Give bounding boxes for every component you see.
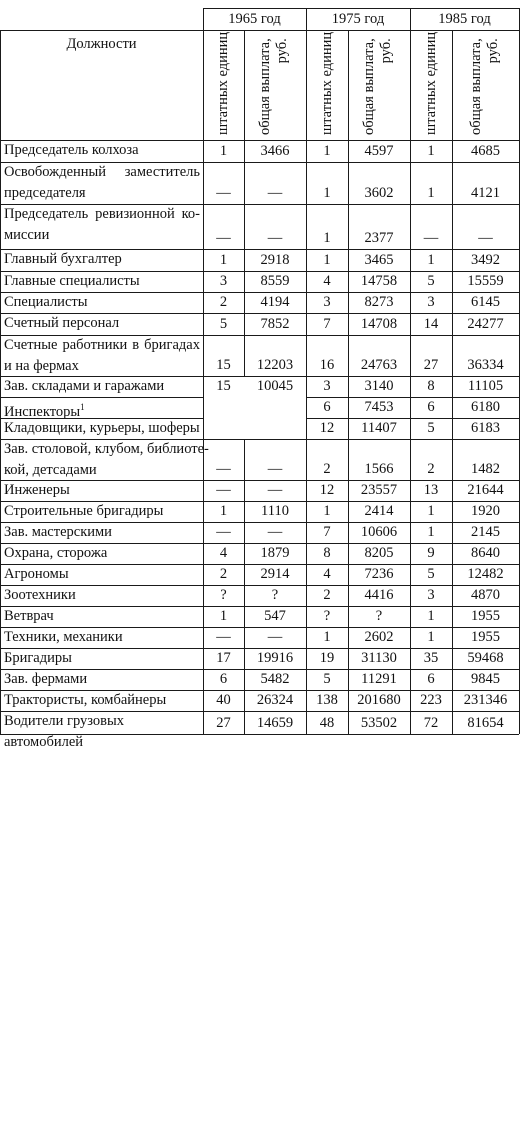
table-cell: 1 [427, 252, 435, 268]
table-cell: ? [323, 608, 331, 624]
row-label-line: Счетный персонал [4, 315, 120, 331]
row-label [0, 564, 203, 585]
row-label [0, 418, 203, 439]
row-label [0, 140, 203, 162]
table-cell: 8273 [364, 294, 394, 310]
table-cell: 5482 [260, 671, 290, 687]
row-label-line: Главные специалисты [4, 273, 140, 289]
table-cell: 35 [423, 650, 439, 666]
row-label-line: Строительные бригадиры [4, 503, 164, 519]
table-cell: — [267, 524, 283, 540]
row-label [0, 313, 203, 335]
payment-column-header [468, 38, 502, 135]
row-label [0, 522, 203, 543]
table-cell: 40 [216, 692, 231, 708]
table-cell: 3602 [364, 185, 394, 201]
table-cell: 1566 [364, 461, 394, 477]
table-cell: 16 [319, 357, 335, 373]
table-cell: 12 [319, 482, 335, 498]
table-cell: 15559 [467, 273, 504, 289]
table-cell: 4 [219, 545, 228, 561]
table-cell: — [216, 461, 231, 477]
table-cell: 26324 [256, 692, 294, 708]
row-label-line: Кладовщики, курьеры, шоферы [4, 420, 200, 436]
table-cell: 2 [323, 461, 331, 477]
table-cell: 6 [323, 399, 331, 415]
table-cell: 6 [427, 671, 435, 687]
year-header-1975: 1975 год [331, 11, 385, 27]
table-cell: ? [220, 587, 227, 603]
table-cell: 3466 [260, 143, 290, 159]
table-cell: 4870 [471, 587, 500, 603]
table-cell: — [216, 185, 231, 201]
table-cell: 15 [216, 357, 231, 373]
payment-column-header [257, 38, 291, 135]
units-column-header: штатных единиц [215, 31, 231, 135]
table-cell: 19916 [256, 650, 294, 666]
table-cell: — [216, 230, 231, 246]
row-label-line: Зоотехники [4, 587, 76, 603]
table-cell: 2145 [471, 524, 500, 540]
table-cell: ? [271, 587, 279, 603]
grid-line [0, 204, 519, 205]
table-cell: 8640 [471, 545, 500, 561]
row-label-line: Освобожденный заместитель [4, 164, 200, 180]
row-label [0, 585, 203, 606]
table-cell: 2377 [364, 230, 394, 246]
table-cell: 1920 [471, 503, 500, 519]
grid-line [0, 397, 203, 398]
grid-line [0, 249, 519, 250]
table-cell: 3140 [364, 378, 394, 394]
table-cell: 14 [423, 316, 439, 332]
row-label [0, 690, 203, 711]
grid-line [452, 30, 453, 734]
table-cell: 31130 [361, 650, 397, 666]
grid-line [0, 162, 519, 163]
grid-line [0, 648, 519, 649]
row-label-line: кой, детсадами [4, 462, 97, 478]
grid-line [0, 501, 519, 502]
table-cell: 2918 [260, 252, 290, 268]
table-cell: 1 [323, 252, 331, 268]
table-cell: 2414 [364, 503, 394, 519]
table-cell: 2 [427, 461, 435, 477]
table-cell: 223 [420, 692, 442, 708]
row-label [0, 292, 203, 313]
payment-header-line1: общая выплата, [257, 38, 273, 135]
year-header-1985: 1985 год [438, 11, 491, 27]
table-cell: 231346 [463, 692, 508, 708]
grid-line [306, 8, 307, 734]
table-cell: 5 [427, 420, 435, 436]
table-cell: 4 [323, 273, 331, 289]
grid-line [0, 543, 519, 544]
table-cell: 5 [427, 566, 435, 582]
table-cell: 2 [219, 566, 228, 582]
grid-line [0, 564, 519, 565]
table-cell: 11291 [361, 671, 397, 687]
row-label-line: миссии [4, 227, 50, 243]
row-label-line: Председатель ревизионной ко- [4, 206, 200, 222]
table-cell: 1 [427, 185, 435, 201]
table-cell: 7 [323, 316, 331, 332]
table-cell: 6 [427, 399, 435, 415]
table-cell: — [267, 629, 283, 645]
table-cell: — [216, 482, 231, 498]
grid-line [0, 439, 519, 440]
grid-line [348, 30, 349, 734]
grid-line [0, 627, 519, 628]
row-label-line: Зав. фермами [4, 671, 88, 687]
table-cell: 27 [423, 357, 439, 373]
table-cell: 59468 [467, 650, 504, 666]
row-label-line: Инспекторы$^1$ [4, 402, 85, 420]
table-cell: — [478, 230, 493, 246]
table-cell: 4194 [260, 294, 290, 310]
table-cell: — [216, 629, 231, 645]
grid-line [244, 30, 245, 376]
row-label [0, 501, 203, 522]
table-cell: 1 [427, 629, 435, 645]
table-cell: 1110 [261, 503, 289, 519]
table-cell: 9 [427, 545, 435, 561]
table-cell: 7236 [364, 566, 394, 582]
table-cell: 6145 [471, 294, 500, 310]
table-cell: 53502 [360, 715, 398, 731]
row-label [0, 335, 203, 376]
table-cell: 11105 [467, 378, 504, 394]
row-label-line: Агрономы [4, 566, 69, 582]
row-label-line: Техники, механики [4, 629, 123, 645]
grid-line [306, 397, 519, 398]
table-cell: — [423, 230, 439, 246]
table-cell: 1 [323, 143, 331, 159]
row-label-line: Бригадиры [4, 650, 72, 666]
table-cell: 1 [323, 230, 331, 246]
table-cell: 10606 [360, 524, 398, 540]
table-cell: 8205 [364, 545, 394, 561]
table-cell: 1 [323, 503, 331, 519]
grid-line [0, 140, 519, 141]
row-label [0, 162, 203, 204]
table-cell: 36334 [467, 357, 504, 373]
position-column-header: Должности [66, 36, 137, 52]
table-cell: 24763 [360, 357, 398, 373]
grid-line [0, 585, 519, 586]
row-label [0, 249, 203, 271]
row-label [0, 271, 203, 292]
row-label-line: Водители грузовых автомобилей [4, 713, 125, 750]
table-cell: 11407 [361, 420, 397, 436]
table-cell: 1 [323, 185, 331, 201]
table-cell: 14758 [360, 273, 398, 289]
units-column-header: штатных единиц [422, 31, 439, 135]
row-label [0, 204, 203, 249]
table-cell: 24277 [467, 316, 504, 332]
table-cell: 547 [264, 608, 286, 624]
table-cell: 27 [216, 715, 231, 731]
grid-line [0, 711, 519, 712]
table-cell: 12 [319, 420, 335, 436]
table-cell: 2914 [260, 566, 290, 582]
table-cell: 4121 [471, 185, 500, 201]
table-cell: 4416 [364, 587, 394, 603]
payment-header-line2: руб. [484, 38, 501, 64]
table-cell: — [267, 461, 283, 477]
table-cell: 1955 [471, 629, 500, 645]
table-cell: 5 [323, 671, 331, 687]
table-cell: 8559 [260, 273, 290, 289]
grid-line [0, 292, 519, 293]
table-cell: 3492 [471, 252, 500, 268]
table-cell: 23557 [360, 482, 398, 498]
row-label-line: Специалисты [4, 294, 88, 310]
grid-line [203, 8, 204, 734]
table-cell: 10045 [256, 378, 294, 394]
grid-line [410, 8, 411, 734]
table-cell: 9845 [471, 671, 500, 687]
table-cell: 3 [323, 294, 331, 310]
row-label [0, 627, 203, 648]
table-cell: 8 [323, 545, 331, 561]
table-cell: 1482 [471, 461, 500, 477]
row-label-line: Зав. столовой, клубом, библиоте- [4, 441, 209, 457]
row-label [0, 480, 203, 501]
table-cell: 1879 [260, 545, 290, 561]
row-label-line: Главный бухгалтер [4, 251, 122, 267]
table-cell: 7 [323, 524, 331, 540]
grid-line [0, 669, 519, 670]
grid-line [0, 418, 203, 419]
table-cell: 5 [219, 316, 228, 332]
table-cell: 6180 [471, 399, 500, 415]
grid-line [244, 439, 245, 734]
row-label [0, 711, 203, 750]
table-cell: 4 [323, 566, 331, 582]
table-cell: 1 [427, 524, 435, 540]
grid-line [0, 30, 1, 734]
table-cell: 15 [216, 378, 231, 394]
row-label-line: Председатель колхоза [4, 142, 139, 158]
table-cell: 8 [427, 378, 435, 394]
payment-header-line1: общая выплата, [467, 38, 484, 135]
row-label-line: Зав. складами и гаражами [4, 378, 165, 394]
grid-line [0, 376, 519, 377]
grid-line [0, 30, 519, 31]
table-cell: 3 [323, 378, 331, 394]
table-cell: 14708 [360, 316, 398, 332]
table-cell: — [216, 524, 231, 540]
table-cell: 3 [427, 587, 435, 603]
table-cell: 3 [427, 294, 435, 310]
row-label-line: Ветврач [4, 608, 54, 624]
row-label-line: Инженеры [4, 482, 70, 498]
table-cell: 4597 [364, 143, 394, 159]
row-label [0, 439, 209, 480]
year-header-1965: 1965 год [228, 11, 281, 27]
table-cell: 1 [427, 503, 435, 519]
table-cell: 21644 [467, 482, 504, 498]
row-label-line: Зав. мастерскими [4, 524, 112, 540]
row-label [0, 543, 203, 564]
payment-header-line2: руб. [274, 38, 290, 64]
table-cell: 1 [323, 629, 331, 645]
row-label-line: Охрана, сторожа [4, 545, 108, 561]
table-cell: 6183 [471, 420, 500, 436]
grid-line [0, 271, 519, 272]
table-cell: 3 [219, 273, 228, 289]
table-cell: ? [375, 608, 383, 624]
table-cell: 6 [219, 671, 228, 687]
table-cell: 81654 [467, 715, 504, 731]
table-cell: 2602 [364, 629, 394, 645]
table-cell: 4685 [471, 143, 500, 159]
table-cell: 17 [216, 650, 231, 666]
grid-line [0, 734, 519, 735]
table-cell: 5 [427, 273, 435, 289]
table-cell: 201680 [357, 692, 401, 708]
row-label [0, 606, 203, 627]
table-cell: 138 [316, 692, 338, 708]
table-cell: 19 [319, 650, 335, 666]
row-label [0, 669, 203, 690]
table-cell: 1 [427, 608, 435, 624]
table-cell: 1 [219, 503, 228, 519]
row-label [0, 397, 203, 418]
row-label-line: Счетные работники в бригадах [4, 337, 200, 353]
table-cell: — [267, 185, 283, 201]
grid-line [203, 8, 519, 9]
table-cell: 14659 [256, 715, 294, 731]
row-label [0, 376, 203, 397]
table-cell: 48 [319, 715, 335, 731]
units-column-header: штатных единиц [318, 31, 335, 135]
table-cell: 2 [323, 587, 331, 603]
grid-line [0, 335, 519, 336]
table-cell: 1 [219, 252, 228, 268]
table-cell: — [267, 230, 283, 246]
grid-line [0, 522, 519, 523]
grid-line [0, 690, 519, 691]
payment-column-header [361, 38, 395, 135]
row-label-line: Трактористы, комбайнеры [4, 692, 167, 708]
table-cell: 7453 [364, 399, 394, 415]
row-label-line: председателя [4, 185, 86, 201]
table-cell: 2 [219, 294, 228, 310]
grid-line [0, 480, 519, 481]
payment-header-line1: общая выплата, [361, 38, 377, 135]
table-cell: 12203 [256, 357, 294, 373]
payment-header-line2: руб. [378, 38, 394, 64]
grid-line [0, 606, 519, 607]
table-cell: 7852 [260, 316, 290, 332]
table-cell: — [267, 482, 283, 498]
table-cell: 1 [219, 143, 228, 159]
table-cell: 13 [423, 482, 439, 498]
table-cell: 1 [427, 143, 435, 159]
row-label [0, 648, 203, 669]
grid-line [0, 313, 519, 314]
grid-line [306, 418, 519, 419]
table-cell: 1955 [471, 608, 500, 624]
table-cell: 72 [423, 715, 439, 731]
table-cell: 3465 [364, 252, 394, 268]
table-cell: 12482 [467, 566, 504, 582]
row-label-line: и на фермах [4, 358, 79, 374]
table-cell: 1 [219, 608, 228, 624]
footnote-marker: 1 [80, 402, 85, 412]
